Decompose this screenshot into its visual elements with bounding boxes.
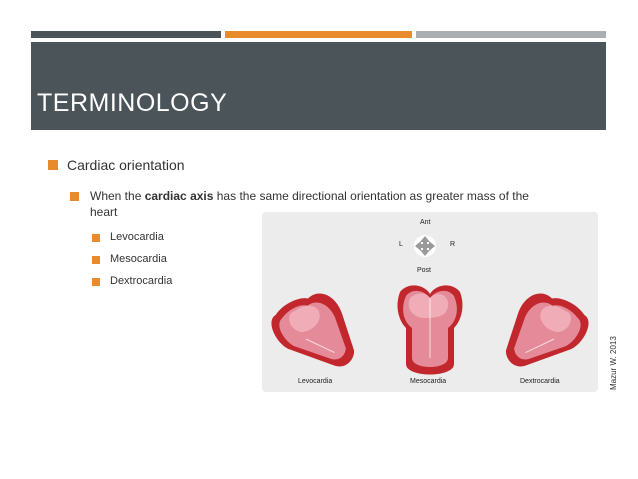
caption-levocardia: Levocardia [298, 378, 333, 385]
top-bar-dark [31, 31, 221, 38]
heart-dextrocardia-icon [494, 282, 595, 388]
sub-bullet-suffix: has the same directional orientation as greater mass of the [213, 189, 529, 203]
top-bar-orange [225, 31, 412, 38]
list-item-dextrocardia: Dextrocardia [110, 275, 173, 287]
sub-bullet-line2: heart [90, 205, 118, 219]
sub-bullet-bold: cardiac axis [144, 189, 214, 203]
list-item-mesocardia: Mesocardia [110, 253, 167, 265]
sub-sub-bullet-icon [92, 256, 100, 264]
sub-bullet-prefix: When the [90, 189, 145, 203]
heart-levocardia-icon [265, 282, 366, 388]
bullet-square-icon [48, 160, 58, 170]
hearts-svg [262, 212, 598, 392]
title-band [31, 42, 606, 130]
figure-citation: Mazur W. 2013 [609, 336, 618, 390]
compass-post-label: Post [417, 267, 432, 274]
compass-arrows-icon [414, 235, 436, 257]
list-item-levocardia: Levocardia [110, 231, 164, 243]
caption-dextrocardia: Dextrocardia [520, 378, 560, 385]
slide-title: TERMINOLOGY [37, 89, 228, 117]
sub-sub-bullet-icon [92, 278, 100, 286]
compass-right-label: R [450, 241, 456, 248]
compass-ant-label: Ant [420, 219, 431, 226]
heart-mesocardia-icon [398, 285, 463, 374]
top-bar-gray [416, 31, 606, 38]
caption-mesocardia: Mesocardia [410, 378, 447, 385]
compass-left-label: L [399, 241, 403, 248]
bullet-cardiac-orientation: Cardiac orientation [67, 157, 185, 173]
sub-sub-bullet-icon [92, 234, 100, 242]
sub-bullet-square-icon [70, 192, 79, 201]
heart-orientation-figure [262, 212, 598, 392]
